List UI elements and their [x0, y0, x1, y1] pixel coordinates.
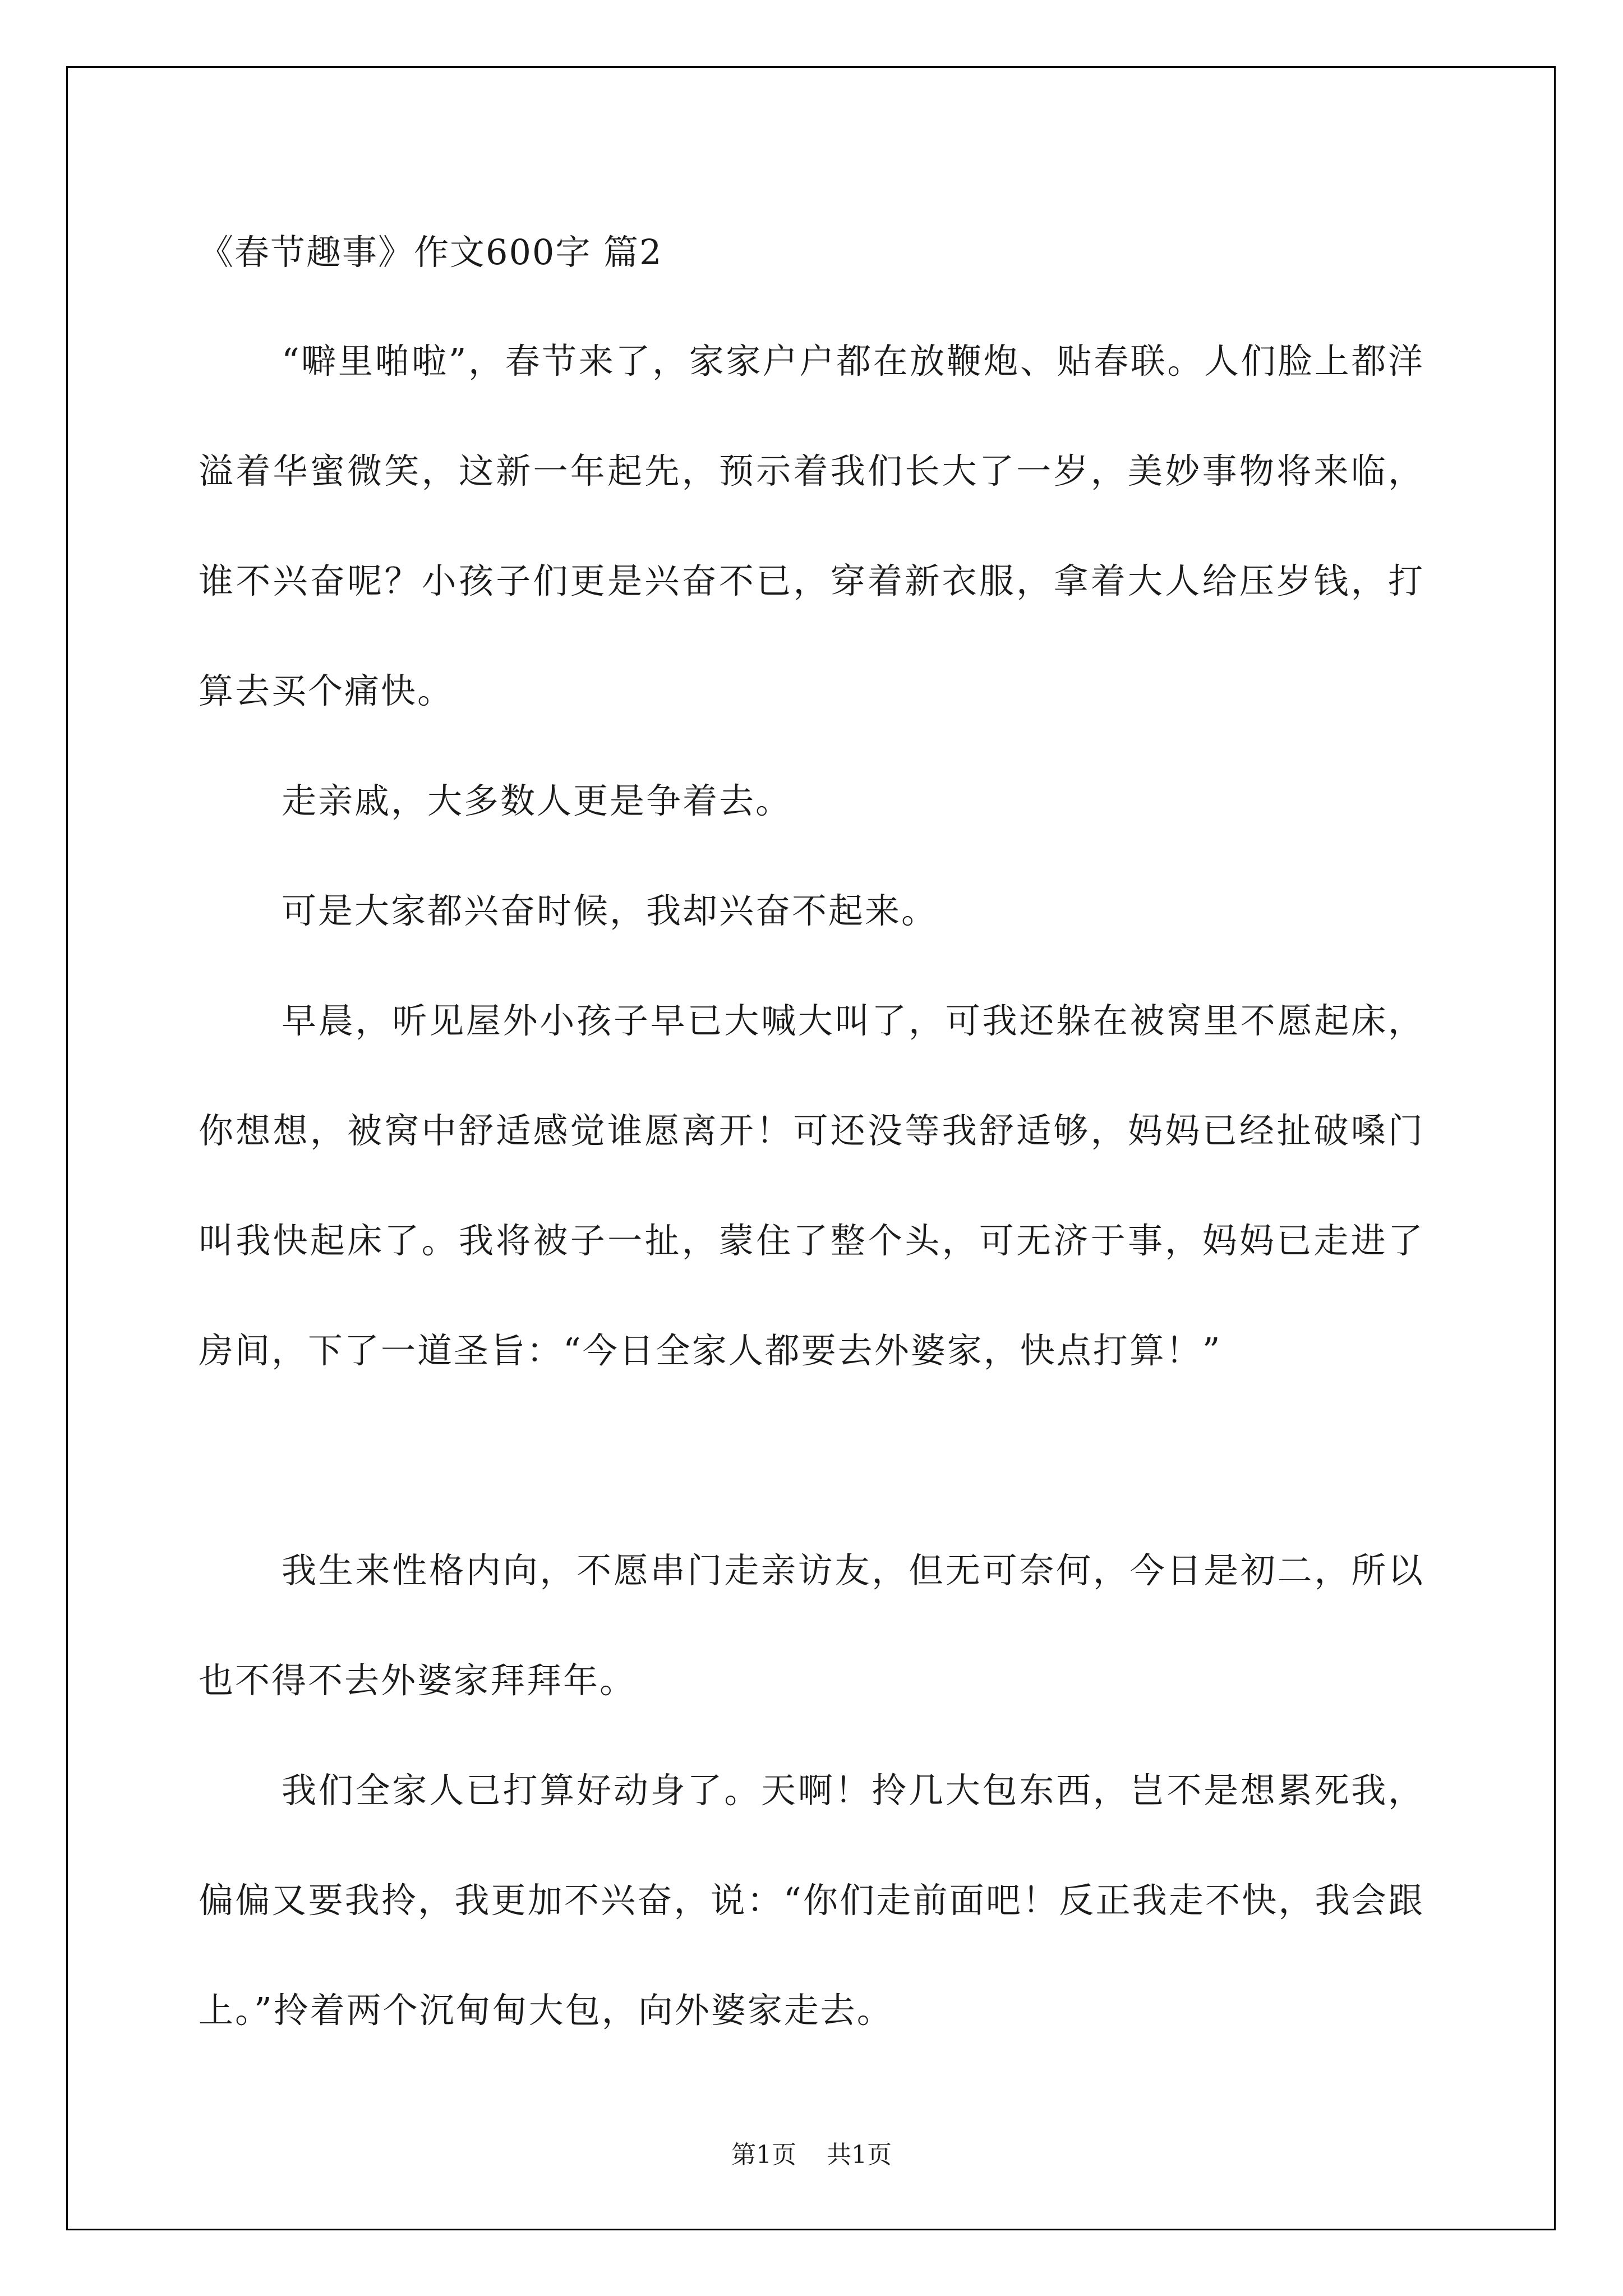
paragraph: 我们全家人已打算好动身了。天啊！拎几大包东西，岂不是想累死我，偏偏又要我拎，我更加不兴奋，说：“你们走前面吧！反正我走不快，我会跟上。”拎着两个沉甸甸大包，向外婆家走去。: [199, 1770, 1424, 2031]
paragraph: 可是大家都兴奋时候，我却兴奋不起来。: [282, 890, 938, 931]
paragraph: 我生来性格内向，不愿串门走亲访友，但无可奈何，今日是初二，所以也不得不去外婆家拜拜年。: [199, 1550, 1424, 1701]
paragraph: “噼里啪啦”，春节来了，家家户户都在放鞭炮、贴春联。人们脸上都洋溢着华蜜微笑，这新一年起先，预示着我们长大了一岁，美妙事物将来临，谁不兴奋呢？小孩子们更是兴奋不已，穿着新衣服，拿着大人给压岁钱，打算去买个痛快。: [199, 341, 1424, 711]
page-footer: [0, 2138, 1623, 2172]
page-number: 第1页: [731, 2141, 796, 2169]
document-title: 《春节趣事》作文600字 篇2: [199, 232, 663, 273]
paragraph: 走亲戚，大多数人更是争着去。: [282, 780, 792, 821]
paragraph: 早晨，听见屋外小孩子早已大喊大叫了，可我还躲在被窝里不愿起床，你想想，被窝中舒适感觉谁愿离开！可还没等我舒适够，妈妈已经扯破嗓门叫我快起床了。我将被子一扯，蒙住了整个头，可无济于事，妈妈已走进了房间，下了一道圣旨：“今日全家人都要去外婆家，快点打算！”: [199, 1000, 1424, 1371]
total-pages: 共1页: [827, 2141, 892, 2169]
